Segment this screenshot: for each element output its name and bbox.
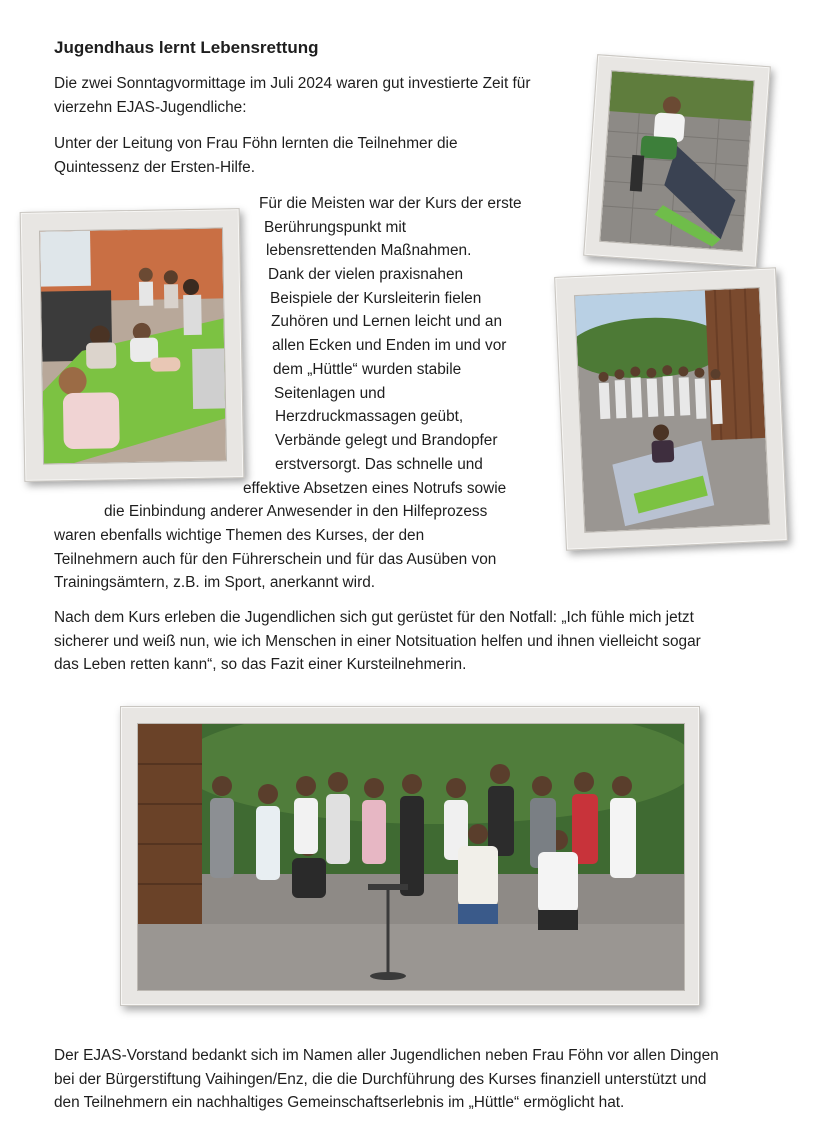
text-line: Trainingsämtern, z.B. im Sport, anerkannt wird. bbox=[54, 574, 376, 591]
text-line: vierzehn EJAS-Jugendliche: bbox=[54, 98, 247, 116]
text-line: Teilnehmern auch für den Führerschein und für das Ausüben von bbox=[54, 551, 497, 568]
text-line: sicherer und weiß nun, wie ich Menschen in einer Notsituation helfen und ihnen vielleicht sogar bbox=[54, 632, 701, 650]
text-line: waren ebenfalls wichtige Themen des Kurses, der den bbox=[54, 527, 425, 544]
photo-frame-cpr-outdoor bbox=[583, 54, 771, 268]
text-line: Für die Meisten war der Kurs der erste bbox=[259, 195, 522, 212]
text-line: Verbände gelegt und Brandopfer bbox=[275, 432, 498, 449]
text-line: Herzdruckmassagen geübt, bbox=[275, 408, 464, 425]
photo-cpr-outdoor bbox=[599, 70, 755, 252]
text-line: allen Ecken und Enden im und vor bbox=[272, 337, 507, 354]
photo-frame-cpr-indoor bbox=[20, 208, 245, 482]
text-line: die Einbindung anderer Anwesender in den Hilfeprozess bbox=[104, 503, 488, 520]
photo-frame-group bbox=[120, 706, 700, 1006]
text-line: Der EJAS-Vorstand bedankt sich im Namen aller Jugendlichen neben Frau Föhn vor allen Dingen bbox=[54, 1047, 719, 1064]
leadership-paragraph bbox=[54, 132, 574, 179]
intro-paragraph bbox=[54, 72, 574, 119]
text-line: Seitenlagen und bbox=[274, 385, 386, 402]
after-course-paragraph bbox=[54, 606, 766, 677]
text-line: Beispiele der Kursleiterin fielen bbox=[270, 290, 482, 307]
thanks-paragraph bbox=[54, 1044, 766, 1115]
text-line: Zuhören und Lernen leicht und an bbox=[271, 313, 503, 330]
photo-group bbox=[137, 723, 685, 991]
text-line: dem „Hüttle“ wurden stabile bbox=[273, 361, 462, 378]
text-line: Die zwei Sonntagvormittage im Juli 2024 waren gut investierte Zeit für bbox=[54, 75, 531, 92]
text-line: Nach dem Kurs erleben die Jugendlichen sich gut gerüstet für den Notfall: „Ich fühle mich jetzt bbox=[54, 609, 694, 626]
text-line: lebensrettenden Maßnahmen. bbox=[266, 242, 472, 259]
text-line: bei der Bürgerstiftung Vaihingen/Enz, die die Durchführung des Kurses finanziell unterstützt und bbox=[54, 1070, 707, 1088]
photo-frame-group-blanket bbox=[554, 267, 788, 550]
text-line: Dank der vielen praxisnahen bbox=[268, 266, 464, 283]
text-line: effektive Absetzen eines Notrufs sowie bbox=[243, 480, 507, 497]
article-title: Jugendhaus lernt Lebensrettung bbox=[54, 38, 319, 57]
text-line: das Leben retten kann“, so das Fazit einer Kursteilnehmerin. bbox=[54, 656, 467, 674]
text-line: Berührungspunkt mit bbox=[264, 219, 407, 236]
photo-group-blanket bbox=[574, 287, 770, 533]
text-line: Unter der Leitung von Frau Föhn lernten die Teilnehmer die bbox=[54, 135, 458, 152]
text-line: den Teilnehmern ein nachhaltiges Gemeinschaftserlebnis im „Hüttle“ ermöglicht hat. bbox=[54, 1094, 625, 1112]
text-line: erstversorgt. Das schnelle und bbox=[275, 456, 483, 473]
photo-cpr-indoor bbox=[39, 227, 227, 464]
text-line: Quintessenz der Ersten-Hilfe. bbox=[54, 158, 256, 176]
